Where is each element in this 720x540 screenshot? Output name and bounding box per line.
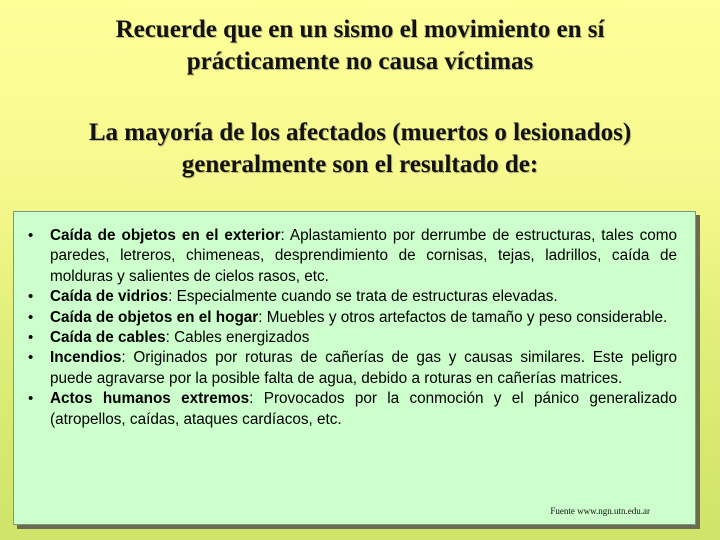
slide-title-secondary-line2: generalmente son el resultado de: (181, 151, 539, 178)
bullet-icon: • (28, 329, 34, 347)
bullet-description: : Originados por roturas de cañerías de gas y causas similares. Este peligro puede agravarse por la posible falta de agua, debido a roturas en cañerías matrices. (50, 349, 677, 387)
bullet-icon: • (28, 227, 34, 244)
bullet-term: Incendios (50, 349, 122, 367)
bullet-description: : Aplastamiento por derrumbe de estructuras, tales como paredes, letreros, chimeneas, desprendimiento de cornisas, tejas, ladrillos, caída de molduras y salientes de cielos rasos, etc. (50, 227, 677, 285)
bullet-description: : Cables energizados (165, 329, 310, 347)
bullet-item-vidrios (14, 287, 695, 307)
slide-title-primary-line2: prácticamente no causa víctimas (186, 48, 534, 75)
bullet-icon: • (28, 308, 34, 326)
bullet-description: : Especialmente cuando se trata de estructuras elevadas. (168, 288, 558, 306)
bullet-icon: • (28, 349, 34, 367)
bullet-list (14, 226, 695, 430)
bullet-item-exterior (14, 226, 695, 287)
slide-title-secondary (40, 117, 680, 181)
content-box (13, 211, 696, 525)
bullet-item-actos-humanos (14, 389, 695, 430)
bullet-term: Caída de objetos en el hogar (50, 308, 259, 326)
bullet-icon: • (28, 288, 34, 306)
bullet-item-hogar (14, 308, 695, 328)
slide-title-secondary-line1: La mayoría de los afectados (muertos o lesionados) (88, 119, 632, 146)
slide-title-primary (40, 14, 680, 78)
bullet-term: Caída de cables (50, 329, 166, 347)
bullet-item-cables (14, 328, 695, 348)
bullet-term: Caída de objetos en el exterior (50, 227, 281, 244)
bullet-description: : Provocados por la conmoción y el pánico generalizado (atropellos, caídas, ataques cardíacos, etc. (50, 390, 678, 428)
bullet-term: Actos humanos extremos (50, 390, 250, 408)
bullet-item-incendios (14, 348, 695, 389)
bullet-description: : Muebles y otros artefactos de tamaño y peso considerable. (258, 308, 668, 326)
slide-title-primary-line1: Recuerde que en un sismo el movimiento en sí (115, 16, 605, 43)
bullet-icon: • (28, 390, 34, 408)
bullet-term: Caída de vidrios (50, 288, 169, 306)
source-note: Fuente www.ngn.utn.edu.ar (550, 506, 650, 516)
